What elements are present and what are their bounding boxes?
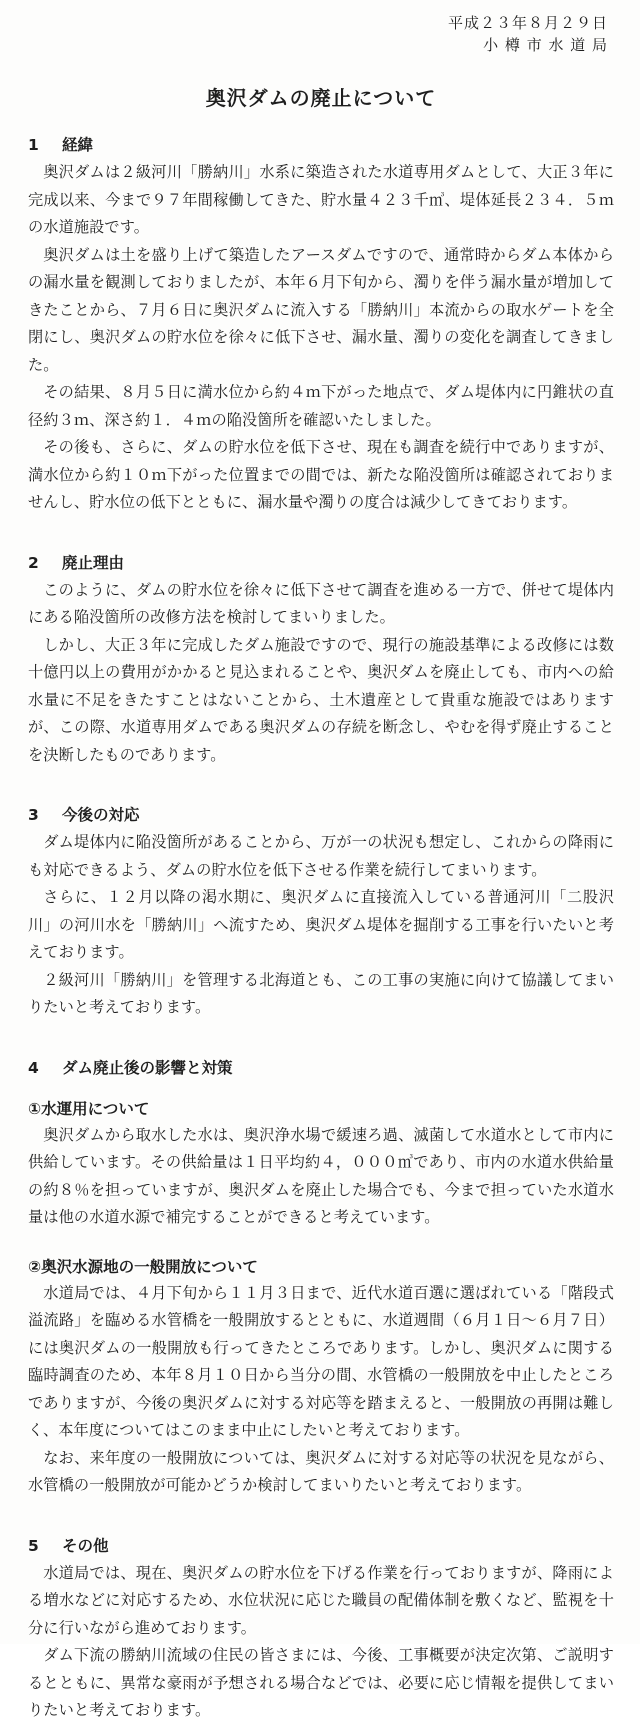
paragraph: その後も、さらに、ダムの貯水位を低下させ、現在も調査を続行中でありますが、満水位から約１０ｍ下がった位置までの間では、新たな陥没箇所は確認されておりませんし、貯水位の低下とともに、漏水量や濁りの度合は減少してきております。 <box>28 438 614 511</box>
document-title: 奥沢ダムの廃止について <box>205 86 437 110</box>
section-impact-measures <box>28 1056 614 1500</box>
section-background <box>28 133 614 517</box>
section-title: ダム廃止後の影響と対策 <box>62 1058 233 1077</box>
section-heading <box>28 1534 614 1558</box>
section-number: 2 <box>28 553 39 572</box>
section-heading <box>28 551 614 575</box>
document-header <box>28 12 614 56</box>
subsection-heading: ②奥沢水源地の一般開放について <box>28 1257 258 1276</box>
paragraph: ダム堤体内に陥没箇所があることから、万が一の状況も想定し、これからの降雨にも対応できるよう、ダムの貯水位を低下させる作業を続行してまいります。 <box>28 833 614 879</box>
subsection-heading: ①水運用について <box>28 1099 150 1118</box>
paragraph: 水道局では、４月下旬から１１月３日まで、近代水道百選に選ばれている「階段式溢流路」を臨める水管橋を一般開放するとともに、水道週間（６月１日～６月７日）には奥沢ダムの一般開放も行ってきたところであります。しかし、奥沢ダムに関する臨時調査のため、本年８月１０日から当分の間、水管橋の一般開放を中止したところでありますが、今後の奥沢ダムに対する対応等を踏まえると、一般開放の再開は難しく、本年度についてはこのまま中止にしたいと考えております。 <box>28 1283 614 1439</box>
section-title: その他 <box>62 1536 109 1555</box>
paragraph: その結果、８月５日に満水位から約４ｍ下がった地点で、ダム堤体内に円錐状の直径約３ｍ、深さ約１．４ｍの陥没箇所を確認いたしました。 <box>28 383 614 429</box>
paragraph: しかし、大正３年に完成したダム施設ですので、現行の施設基準による改修には数十億円以上の費用がかかると見込まれることや、奥沢ダムを廃止しても、市内への給水量に不足をきたすことはないことから、土木遺産として貴重な施設ではありますが、この際、水道専用ダムである奥沢ダムの存続を断念し、やむを得ず廃止することを決断したものであります。 <box>28 635 614 764</box>
section-title: 今後の対応 <box>62 806 140 824</box>
section-title: 経緯 <box>62 136 94 154</box>
paragraph: ダム下流の勝納川流域の住民の皆さまには、今後、工事概要が決定次第、ご説明するとともに、異常な豪雨が予想される場合などでは、必要に応じ情報を提供してまいりたいと考えております。 <box>28 1646 614 1719</box>
section-number: 4 <box>28 1058 39 1077</box>
section-heading <box>28 133 614 157</box>
issuing-organization: 小 樽 市 水 道 局 <box>483 36 608 54</box>
section-number: 3 <box>28 806 39 824</box>
paragraph: 水道局では、現在、奥沢ダムの貯水位を下げる作業を行っておりますが、降雨による増水などに対応するため、水位状況に応じた職員の配備体制を敷くなど、監視を十分に行いながら進めております。 <box>28 1563 614 1637</box>
section-heading <box>28 1056 614 1080</box>
paragraph: このように、ダムの貯水位を徐々に低下させて調査を進める一方で、併せて堤体内にある陥没箇所の改修方法を検討してまいりました。 <box>28 580 614 626</box>
paragraph: 奥沢ダムは土を盛り上げて築造したアースダムですので、通常時からダム本体からの漏水量を観測しておりましたが、本年６月下旬から、濁りを伴う漏水量が増加してきたことから、７月６日に奥沢ダムに流入する「勝納川」本流からの取水ゲートを全閉にし、奥沢ダムの貯水位を徐々に低下させ、漏水量、濁りの変化を調査してきました。 <box>28 245 614 374</box>
section-number: 5 <box>28 1536 39 1555</box>
paragraph: 奥沢ダムから取水した水は、奥沢浄水場で緩速ろ過、滅菌して水道水として市内に供給しています。その供給量は１日平均約４，０００㎥であり、市内の水道水供給量の約８％を担っていますが、奥沢ダムを廃止した場合でも、今まで担っていた水道水量は他の水道水源で補完することができると考えています。 <box>28 1125 614 1226</box>
paragraph: なお、来年度の一般開放については、奥沢ダムに対する対応等の状況を見ながら、水管橋の一般開放が可能かどうか検討してまいりたいと考えております。 <box>28 1448 614 1494</box>
section-heading <box>28 803 614 827</box>
section-reason <box>28 551 614 770</box>
paragraph: 奥沢ダムは２級河川「勝納川」水系に築造された水道専用ダムとして、大正３年に完成以来、今まで９７年間稼働してきた、貯水量４２３千㎥、堤体延長２３４．５ｍの水道施設です。 <box>28 163 614 236</box>
paragraph: さらに、１２月以降の渇水期に、奥沢ダムに直接流入している普通河川「二股沢川」の河川水を「勝納川」へ流すため、奥沢ダム堤体を掘削する工事を行いたいと考えております。 <box>28 888 614 961</box>
section-future-response <box>28 803 614 1022</box>
section-other <box>28 1534 614 1725</box>
section-title: 廃止理由 <box>62 553 125 572</box>
issue-date: 平成２３年８月２９日 <box>447 14 608 32</box>
section-number: 1 <box>28 136 39 154</box>
paragraph: ２級河川「勝納川」を管理する北海道とも、この工事の実施に向けて協議してまいりたいと考えております。 <box>28 970 614 1016</box>
